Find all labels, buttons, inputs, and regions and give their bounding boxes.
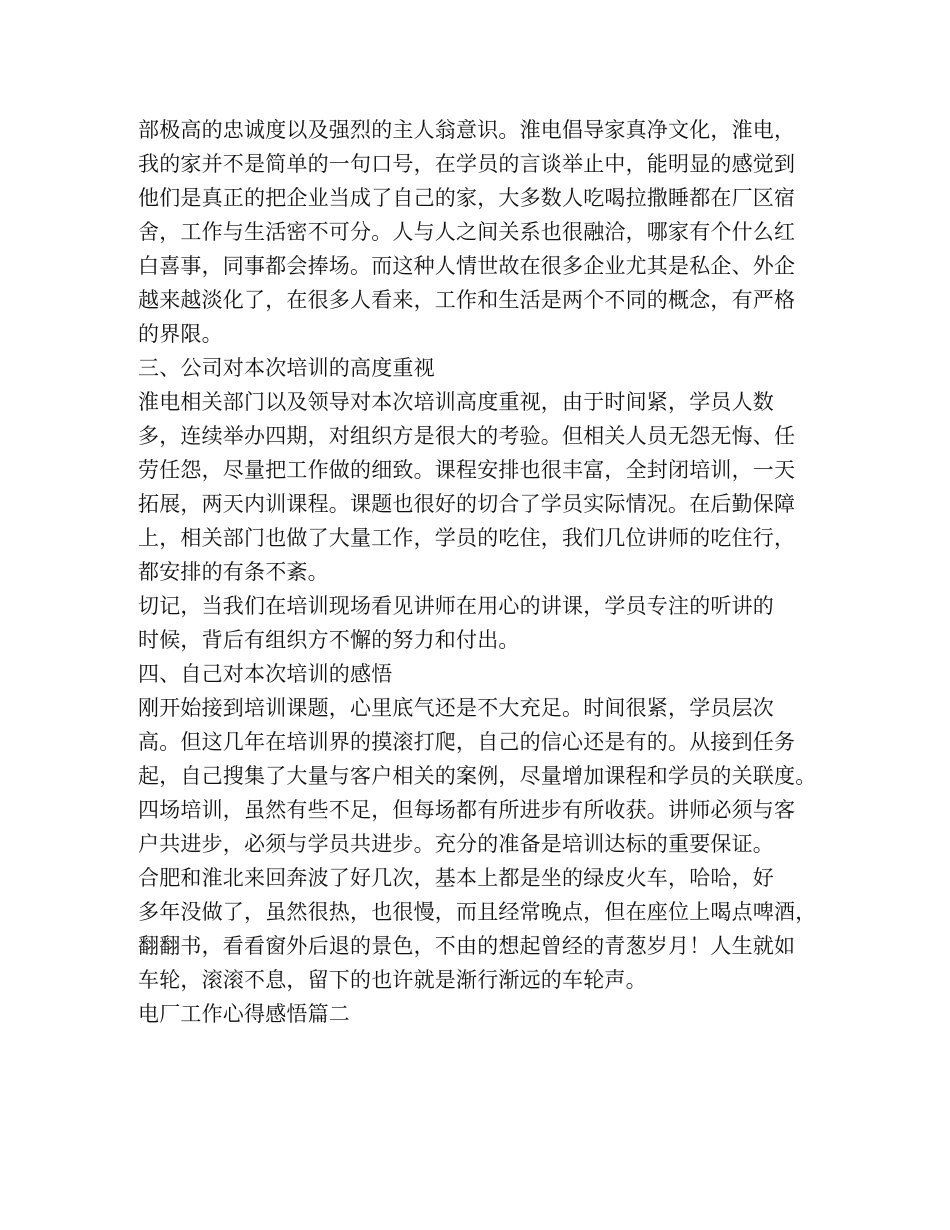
text-line: 切记，当我们在培训现场看见讲师在用心的讲课，学员专注的听讲的 — [138, 594, 774, 618]
text-line: 我的家并不是简单的一句口号，在学员的言谈举止中，能明显的感觉到 — [138, 152, 796, 176]
text-line: 时候，背后有组织方不懈的努力和付出。 — [138, 628, 520, 652]
text-line: 的界限。 — [138, 322, 223, 346]
text-line: 合肥和淮北来回奔波了好几次，基本上都是坐的绿皮火车，哈哈，好 — [138, 866, 774, 890]
text-line: 拓展，两天内训课程。课题也很好的切合了学员实际情况。在后勤保障 — [138, 492, 796, 516]
text-line: 翻翻书，看看窗外后退的景色，不由的想起曾经的青葱岁月！人生就如 — [138, 934, 796, 958]
text-line: 多年没做了，虽然很热，也很慢，而且经常晚点，但在座位上喝点啤酒， — [138, 900, 817, 924]
text-line: 多，连续举办四期，对组织方是很大的考验。但相关人员无怨无悔、任 — [138, 424, 796, 448]
text-line: 劳任怨，尽量把工作做的细致。课程安排也很丰富，全封闭培训，一天 — [138, 458, 796, 482]
text-line: 刚开始接到培训课题，心里底气还是不大充足。时间很紧，学员层次 — [138, 696, 774, 720]
text-line: 淮电相关部门以及领导对本次培训高度重视，由于时间紧，学员人数 — [138, 390, 774, 414]
section-heading: 三、公司对本次培训的高度重视 — [138, 356, 435, 380]
text-line: 车轮，滚滚不息，留下的也许就是渐行渐远的车轮声。 — [138, 968, 647, 992]
text-line: 白喜事，同事都会捧场。而这种人情世故在很多企业尤其是私企、外企 — [138, 254, 796, 278]
text-line: 四场培训，虽然有些不足，但每场都有所进步有所收获。讲师必须与客 — [138, 798, 796, 822]
text-line: 都安排的有条不紊。 — [138, 560, 329, 584]
text-line: 部极高的忠诚度以及强烈的主人翁意识。淮电倡导家真净文化，淮电， — [138, 118, 796, 142]
text-line: 他们是真正的把企业当成了自己的家，大多数人吃喝拉撒睡都在厂区宿 — [138, 186, 796, 210]
text-line: 舍，工作与生活密不可分。人与人之间关系也很融洽，哪家有个什么红 — [138, 220, 796, 244]
text-line: 高。但这几年在培训界的摸滚打爬，自己的信心还是有的。从接到任务 — [138, 730, 796, 754]
section-heading: 四、自己对本次培训的感悟 — [138, 662, 393, 686]
text-line: 越来越淡化了，在很多人看来，工作和生活是两个不同的概念，有严格 — [138, 288, 796, 312]
next-article-title: 电厂工作心得感悟篇二 — [138, 1002, 350, 1026]
text-line: 户共进步，必须与学员共进步。充分的准备是培训达标的重要保证。 — [138, 832, 774, 856]
text-line: 上，相关部门也做了大量工作，学员的吃住，我们几位讲师的吃住行， — [138, 526, 796, 550]
text-line: 起，自己搜集了大量与客户相关的案例，尽量增加课程和学员的关联度。 — [138, 764, 817, 788]
